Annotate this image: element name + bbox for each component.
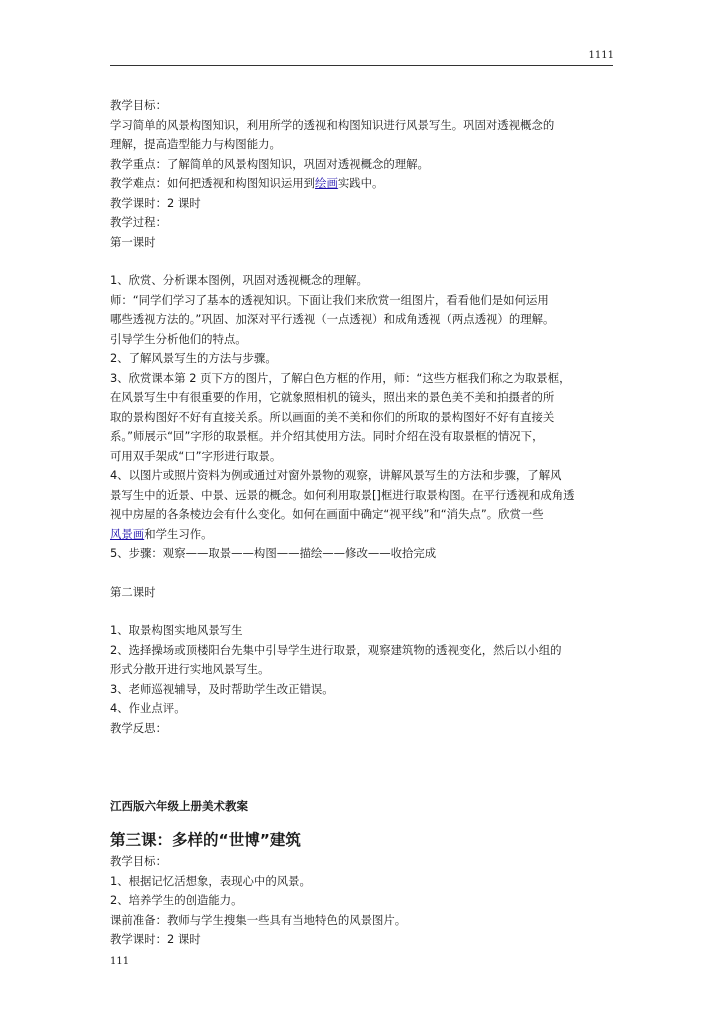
process-label: 教学过程： [110, 215, 167, 229]
step-line: 取的景构图好不好有直接关系。所以画面的美不美和你们的所取的景构图好不好有直接关 [110, 409, 555, 424]
step-line: 2、了解风景写生的方法与步骤。 [110, 351, 277, 365]
step-line: 可用双手架成“口”字形进行取景。 [110, 448, 282, 463]
step-line: 5、步骤：观察——取景——构图——描绘——修改——收拾完成 [110, 546, 437, 560]
step-line: 3、欣赏课本第 2 页下方的图片，了解白色方框的作用，师：“这些方框我们称之为取景框， [110, 370, 571, 385]
difficulty-text-end: 实践中。 [337, 176, 384, 190]
step-line: 4、以图片或照片资料为例或通过对窗外景物的观察，讲解风景写生的方法和步骤，了解风 [110, 468, 562, 482]
period-1-title: 第一课时 [110, 234, 156, 249]
difficulty-text: 教学难点：如何把透视和构图知识运用到 [110, 176, 316, 190]
header-rule [110, 65, 613, 66]
step-line-text: 和学生习作。 [144, 526, 213, 541]
period-2-title: 第二课时 [110, 584, 156, 599]
class-periods: 教学课时：2 课时 [110, 195, 201, 210]
step-line: 4、作业点评。 [110, 701, 186, 715]
landscape-painting-link[interactable]: 风景画 [110, 526, 145, 541]
preparation: 课前准备：教师与学生搜集一些具有当地特色的风景图片。 [110, 912, 407, 927]
painting-link[interactable]: 绘画 [315, 176, 338, 190]
header-page-number: 1111 [588, 50, 614, 61]
step-line: 视中房屋的各条棱边会有什么变化。如何在画面中确定“视平线”和“消失点”。欣赏一些 [110, 507, 544, 521]
goal-line: 理解，提高造型能力与构图能力。 [110, 137, 281, 151]
step-line: 引导学生分析他们的特点。 [110, 331, 247, 346]
step-line: 系。”师展示“回”字形的取景框。并介绍其使用方法。同时介绍在没有取景框的情况下， [110, 429, 544, 443]
school-title: 江西版六年级上册美术教案 [110, 799, 248, 813]
goal-line: 2、培养学生的创造能力。 [110, 893, 243, 907]
goal-label: 教学目标： [110, 854, 167, 868]
goal-label: 教学目标： [110, 98, 167, 112]
step-line: 形式分散开进行实地风景写生。 [110, 662, 270, 676]
step-line [110, 525, 620, 545]
step-line: 1、取景构图实地风景写生 [110, 623, 243, 637]
goal-line: 学习简单的风景构图知识，利用所学的透视和构图知识进行风景写生。巩固对透视概念的 [110, 117, 555, 132]
class-periods: 教学课时：2 课时 [110, 932, 201, 946]
lesson-title: 第三课：多样的“世博”建筑 [110, 831, 301, 849]
step-line: 1、欣赏、分析课本图例，巩固对透视概念的理解。 [110, 273, 368, 287]
key-point: 教学重点：了解简单的风景构图知识，巩固对透视概念的理解。 [110, 156, 429, 171]
document-body [110, 96, 620, 950]
step-line: 景写生中的近景、中景、远景的概念。如何利用取景[]框进行取景构图。在平行透视和成角透 [110, 487, 575, 502]
goal-line: 1、根据记忆活想象，表现心中的风景。 [110, 873, 311, 888]
footer-page-number: 111 [110, 956, 130, 967]
step-line: 2、选择操场或顶楼阳台先集中引导学生进行取景，观察建筑物的透视变化，然后以小组的 [110, 642, 562, 657]
reflection-label: 教学反思： [110, 720, 167, 735]
difficulty-point [110, 174, 620, 194]
step-line: 师：“同学们学习了基本的透视知识。下面让我们来欣赏一组图片，看看他们是如何运用 [110, 292, 549, 307]
step-line: 哪些透视方法的。”巩固、加深对平行透视（一点透视）和成角透视（两点透视）的理解。 [110, 312, 555, 326]
step-line: 在风景写生中有很重要的作用，它就象照相机的镜头，照出来的景色美不美和拍摄者的所 [110, 390, 555, 404]
step-line: 3、老师巡视辅导，及时帮助学生改正错误。 [110, 681, 334, 696]
